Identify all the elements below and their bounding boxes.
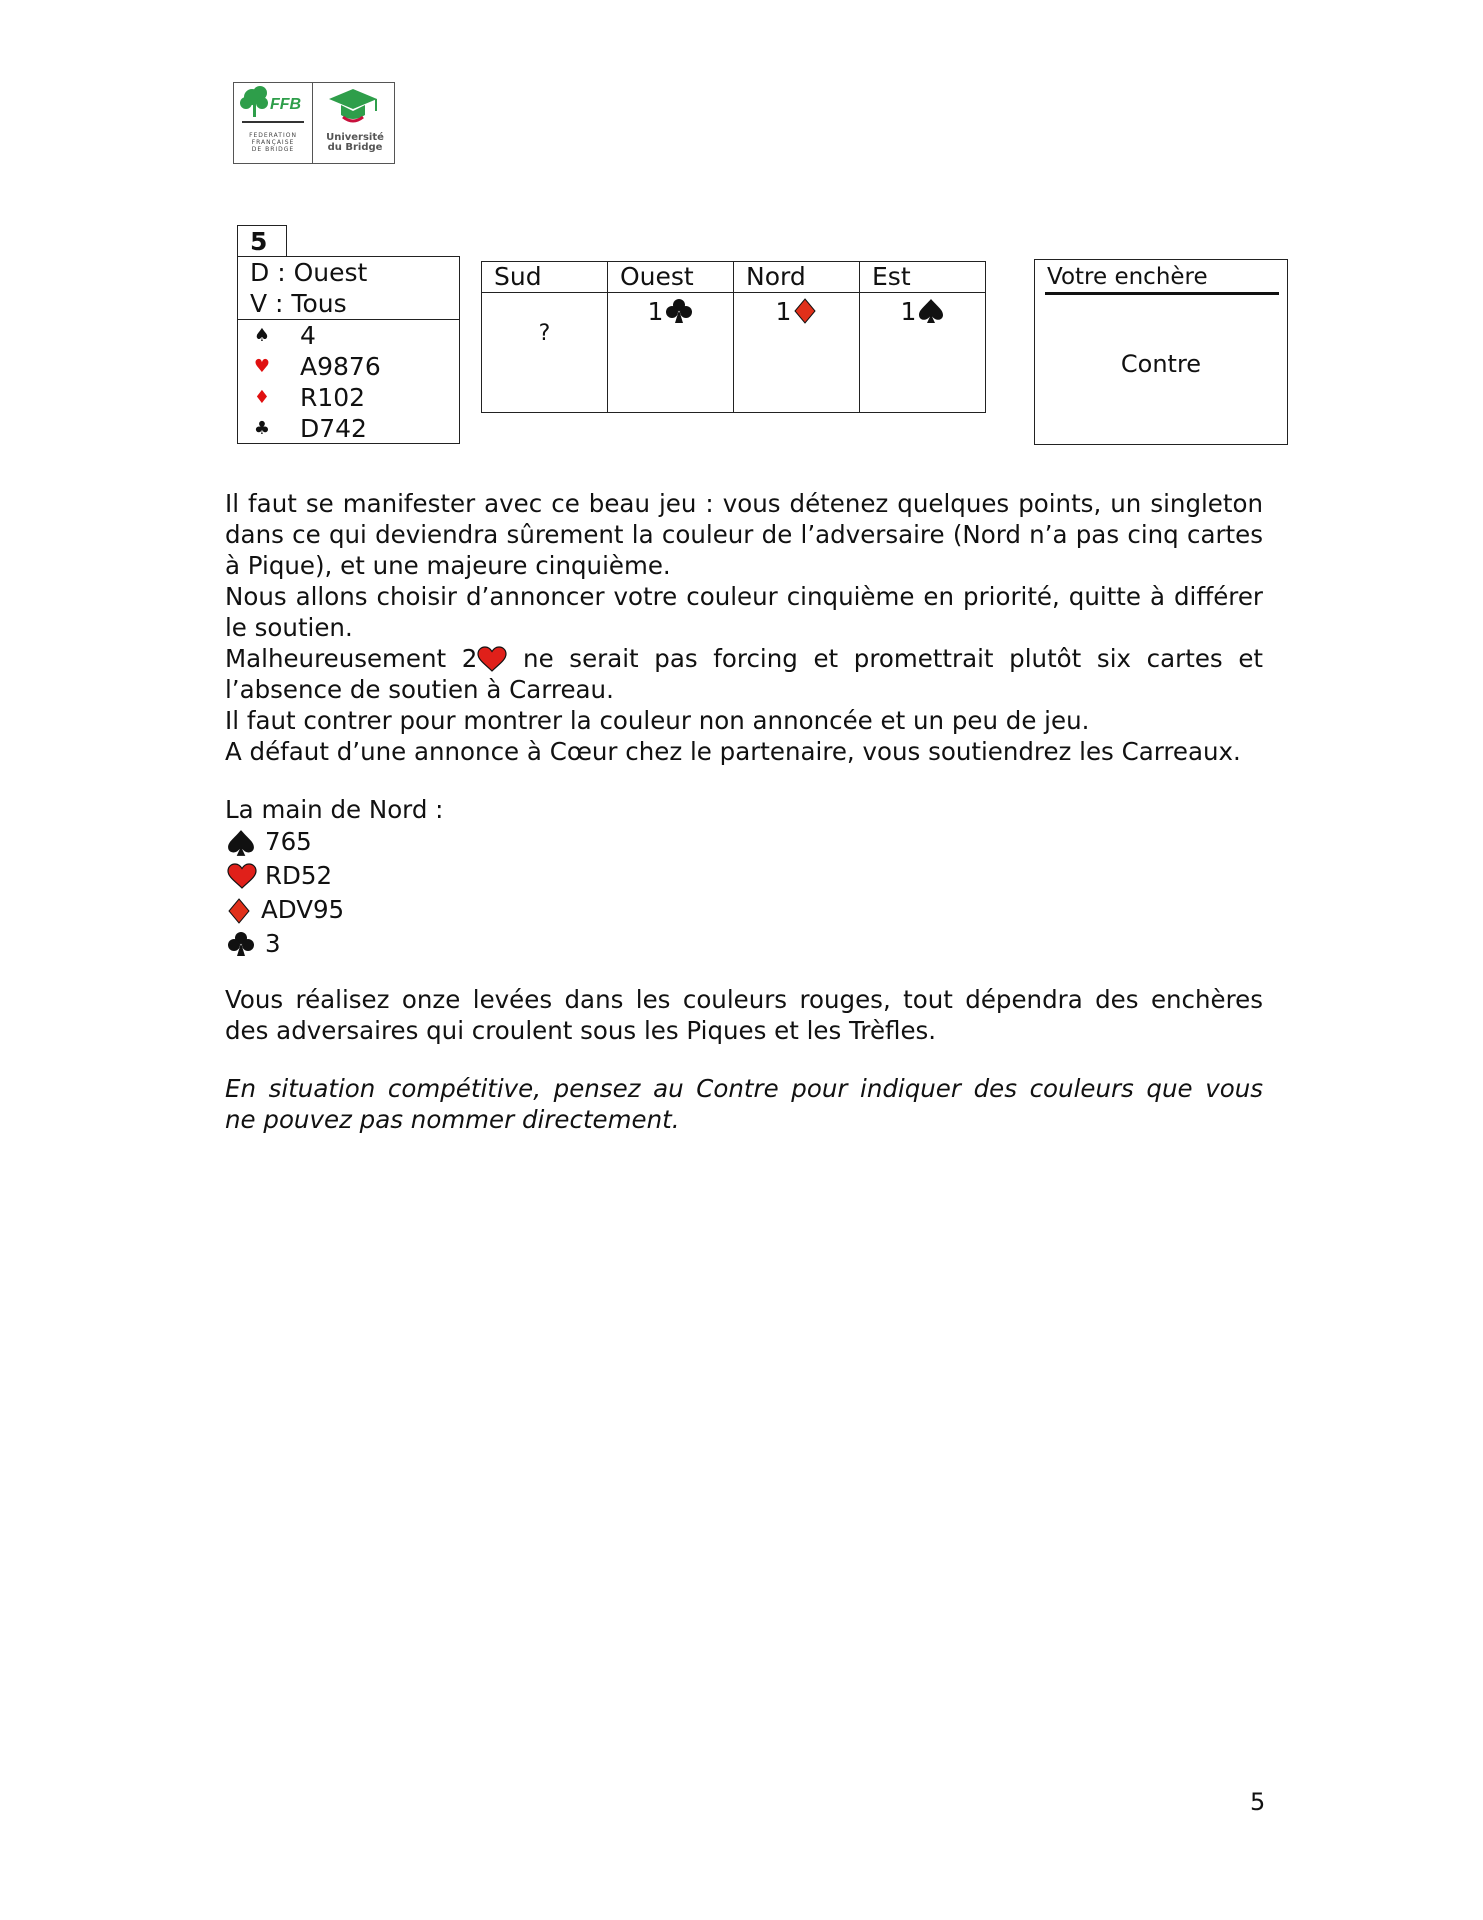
heart-icon	[227, 863, 257, 889]
bid-header-nord: Nord	[734, 262, 860, 293]
spade-icon	[918, 298, 944, 324]
heart-icon	[477, 646, 507, 672]
svg-text:FFB: FFB	[270, 96, 302, 113]
hand-cards: D742	[300, 414, 367, 443]
page-number: 5	[1250, 1788, 1266, 1816]
hand-cards: 4	[300, 321, 316, 350]
paragraph-6: Vous réalisez onze levées dans les couleurs rouges, tout dépendra des enchères des adversaires qui croulent sous les Piques et les Trèfles.	[225, 985, 1263, 1045]
votre-enchere-title: Votre enchère	[1047, 264, 1208, 290]
club-icon: ♣	[253, 418, 271, 439]
bid-ouest: 1	[608, 297, 733, 327]
club-icon	[665, 298, 693, 324]
universite-text: Université du Bridge	[326, 132, 384, 153]
bidding-table	[481, 261, 986, 413]
paragraph-1: Il faut se manifester avec ce beau jeu : vous détenez quelques points, un singleton dans ce qui deviendra sûrement la couleur de l’adversaire (Nord n’a pas cinq cartes à Pique), et une majeure cinquième. Nous allons choisir d’annoncer votre couleur cinquième en priorité, quitte à différer le soutien. Malheureusement 2 ne serait pas forcing et promettrait plutôt six cartes et l’absence de soutien à Carreau. Il faut contrer pour montrer la couleur non annoncée et un peu de jeu. A défaut d’une annonce à Cœur chez le partenaire, vous soutiendrez les Carreaux.	[225, 489, 1263, 766]
heart-icon: ♥	[253, 356, 271, 377]
dealer-vuln	[238, 257, 459, 320]
bid-cell-sud	[482, 293, 608, 413]
bid-header-sud: Sud	[482, 262, 608, 293]
bid-question: ?	[538, 321, 551, 346]
diamond-icon: ♦	[253, 387, 271, 408]
nord-title: La main de Nord :	[225, 795, 444, 824]
hand-diamonds	[238, 382, 459, 413]
spade-icon: ♠	[253, 325, 271, 346]
hand-spades	[238, 320, 459, 351]
spade-icon	[227, 829, 255, 857]
graduation-cap-icon	[313, 83, 393, 131]
paragraph-3: Malheureusement 2 ne serait pas forcing et promettrait plutôt six cartes et	[225, 644, 1263, 673]
hand-cards: R102	[300, 383, 366, 412]
ffb-logo	[234, 83, 313, 163]
board-number: 5	[237, 225, 287, 257]
paragraph-7: En situation compétitive, pensez au Contre pour indiquer des couleurs que vous ne pouvez pas nommer directement.	[225, 1074, 1263, 1134]
vulnerability: V : Tous	[250, 289, 347, 318]
deal-box	[237, 256, 460, 444]
bid-cell-nord	[734, 293, 860, 413]
ffb-universite-logo	[233, 82, 395, 164]
votre-enchere-box	[1034, 259, 1288, 445]
ffb-tree-icon	[234, 83, 310, 129]
hand-hearts	[238, 351, 459, 382]
bid-est: 1	[860, 297, 985, 327]
bid-nord: 1	[734, 297, 859, 327]
bid-cell-ouest	[608, 293, 734, 413]
ffb-subtitle: FEDERATION FRANÇAISE DE BRIDGE	[249, 132, 297, 153]
club-icon	[227, 931, 255, 957]
bid-cell-est	[860, 293, 986, 413]
votre-enchere-answer: Contre	[1120, 350, 1202, 378]
diamond-icon	[793, 298, 817, 324]
diamond-icon	[227, 897, 251, 925]
divider	[1045, 292, 1279, 295]
bid-header-ouest: Ouest	[608, 262, 734, 293]
bid-header-est: Est	[860, 262, 986, 293]
hand-cards: A9876	[300, 352, 381, 381]
hand-clubs	[238, 413, 459, 444]
dealer: D : Ouest	[250, 258, 368, 287]
universite-logo	[313, 83, 394, 163]
